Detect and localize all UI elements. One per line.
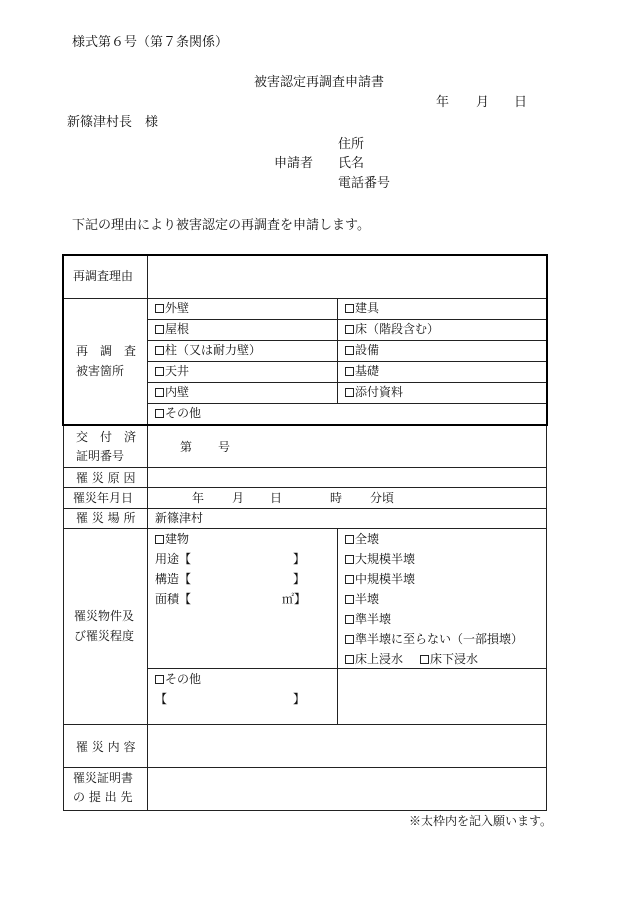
checkbox-equipment[interactable]: 設備 xyxy=(345,344,379,356)
datetime-label: 罹災年月日 xyxy=(73,491,134,505)
checkbox-above-floor-flood[interactable]: 床上浸水 xyxy=(345,653,403,665)
property-other-open: 【 xyxy=(155,692,168,706)
datetime-day: 日 xyxy=(270,491,283,505)
cause-label: 罹 災 原 因 xyxy=(76,471,136,485)
applicant-phone-label: 電話番号 xyxy=(338,176,391,191)
cert-no-prefix: 第 xyxy=(180,440,193,454)
checkbox-roof[interactable]: 屋根 xyxy=(155,323,189,335)
cert-no-label-line2: 証明番号 xyxy=(76,449,125,463)
checkbox-icon[interactable] xyxy=(345,655,354,664)
checkbox-icon[interactable] xyxy=(155,388,164,397)
checkbox-icon[interactable] xyxy=(345,535,354,544)
destination-label-line1: 罹災証明書 xyxy=(73,771,134,785)
checkbox-icon[interactable] xyxy=(155,367,164,376)
place-value: 新篠津村 xyxy=(155,511,204,525)
checkbox-foundation[interactable]: 基礎 xyxy=(345,365,379,377)
checkbox-exterior-wall[interactable]: 外壁 xyxy=(155,302,189,314)
property-other-close: 】 xyxy=(293,692,306,706)
checkbox-icon[interactable] xyxy=(345,575,354,584)
property-use-close: 】 xyxy=(293,552,306,566)
footer-note: ※太枠内を記入願います。 xyxy=(409,814,553,828)
content-label: 罹 災 内 容 xyxy=(76,740,136,754)
datetime-hour: 時 xyxy=(330,491,343,505)
property-label-line1: 罹災物件及 xyxy=(74,609,135,623)
checkbox-icon[interactable] xyxy=(345,388,354,397)
checkbox-icon[interactable] xyxy=(155,675,164,684)
form-number: 様式第６号（第７条関係） xyxy=(72,35,229,50)
checkbox-icon[interactable] xyxy=(155,304,164,313)
reason-label: 再調査理由 xyxy=(73,269,134,283)
checkbox-icon[interactable] xyxy=(155,535,164,544)
checkbox-large-half-collapse[interactable]: 大規模半壊 xyxy=(345,553,415,565)
checkbox-total-collapse[interactable]: 全壊 xyxy=(345,533,379,545)
checkbox-icon[interactable] xyxy=(345,635,354,644)
datetime-year: 年 xyxy=(192,491,205,505)
damage-label-line1: 再 調 査 xyxy=(76,344,137,358)
date-day: 日 xyxy=(514,95,528,110)
document-title: 被害認定再調査申請書 xyxy=(254,75,385,90)
checkbox-partial-damage[interactable]: 準半壊に至らない（一部損壊） xyxy=(345,633,523,645)
checkbox-icon[interactable] xyxy=(345,346,354,355)
checkbox-other-property[interactable]: その他 xyxy=(155,673,201,685)
datetime-month: 月 xyxy=(232,491,245,505)
applicant-name-label: 氏名 xyxy=(338,156,365,171)
checkbox-icon[interactable] xyxy=(420,655,429,664)
checkbox-medium-half-collapse[interactable]: 中規模半壊 xyxy=(345,573,415,585)
addressee: 新篠津村長 様 xyxy=(67,115,159,130)
property-label-line2: び罹災程度 xyxy=(74,629,135,643)
property-structure-close: 】 xyxy=(293,572,306,586)
date-year: 年 xyxy=(436,95,450,110)
reason-input[interactable] xyxy=(148,256,544,297)
checkbox-icon[interactable] xyxy=(345,595,354,604)
property-structure-label: 構造【 xyxy=(155,572,192,586)
property-area-label: 面積【 xyxy=(155,592,192,606)
applicant-address-label: 住所 xyxy=(338,137,365,152)
checkbox-attachments[interactable]: 添付資料 xyxy=(345,386,403,398)
checkbox-icon[interactable] xyxy=(155,346,164,355)
checkbox-icon[interactable] xyxy=(345,615,354,624)
place-label: 罹 災 場 所 xyxy=(76,511,136,525)
cert-no-label-line1: 交 付 済 xyxy=(76,430,137,444)
cert-no-suffix: 号 xyxy=(218,440,231,454)
checkbox-icon[interactable] xyxy=(155,409,164,418)
checkbox-semi-half-collapse[interactable]: 準半壊 xyxy=(345,613,391,625)
checkbox-interior-wall[interactable]: 内壁 xyxy=(155,386,189,398)
checkbox-icon[interactable] xyxy=(345,325,354,334)
checkbox-fittings[interactable]: 建具 xyxy=(345,302,379,314)
checkbox-other-location[interactable]: その他 xyxy=(155,407,201,419)
checkbox-floor[interactable]: 床（階段含む） xyxy=(345,323,439,335)
property-area-unit: ㎡】 xyxy=(282,592,307,606)
checkbox-icon[interactable] xyxy=(155,325,164,334)
checkbox-icon[interactable] xyxy=(345,304,354,313)
datetime-minute: 分頃 xyxy=(370,491,395,505)
date-month: 月 xyxy=(476,95,490,110)
checkbox-below-floor-flood[interactable]: 床下浸水 xyxy=(420,653,478,665)
property-use-label: 用途【 xyxy=(155,552,192,566)
intro-text: 下記の理由により被害認定の再調査を申請します。 xyxy=(72,218,370,233)
checkbox-building[interactable]: 建物 xyxy=(155,533,189,545)
checkbox-icon[interactable] xyxy=(345,555,354,564)
destination-label-line2: の 提 出 先 xyxy=(73,790,133,804)
checkbox-pillar[interactable]: 柱（又は耐力壁） xyxy=(155,344,261,356)
checkbox-half-collapse[interactable]: 半壊 xyxy=(345,593,379,605)
checkbox-ceiling[interactable]: 天井 xyxy=(155,365,189,377)
damage-label-line2: 被害箇所 xyxy=(76,364,125,378)
applicant-label: 申請者 xyxy=(274,156,314,171)
checkbox-icon[interactable] xyxy=(345,367,354,376)
